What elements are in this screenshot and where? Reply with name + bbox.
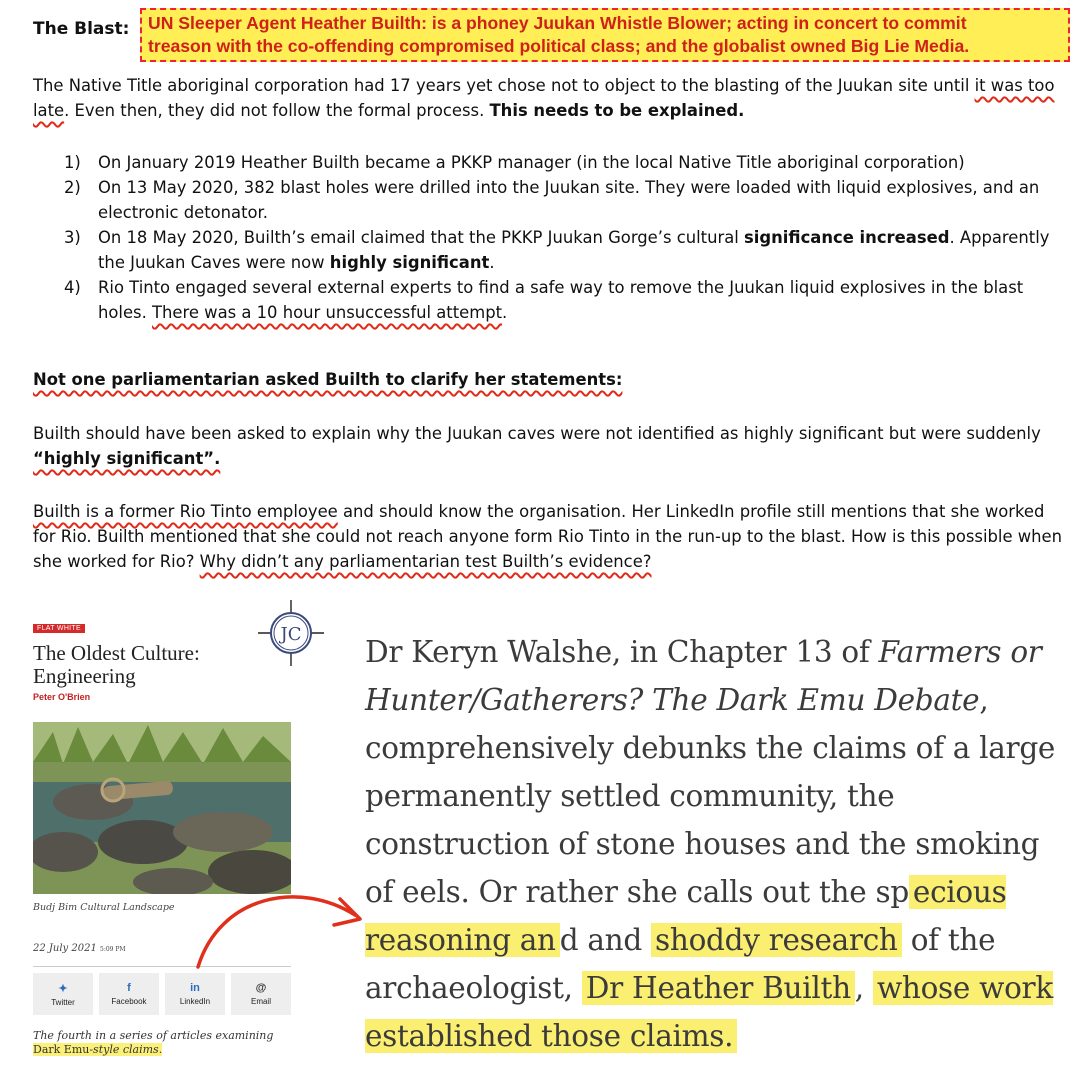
quote-book-title: Farmers or Hunter/Gatherers? The Dark Emu Debate [365, 635, 1042, 717]
numbered-list [64, 150, 1054, 325]
blast-headline-box [140, 8, 1070, 62]
intro-bold: This needs to be explained. [489, 101, 745, 120]
linkedin-icon: in [190, 982, 200, 994]
list-text: On 13 May 2020, 382 blast holes were drilled into the Juukan site. They were loaded with liquid explosives, and an electronic detonator. [98, 178, 1040, 222]
list-text: Rio Tinto engaged several external experts to find a safe way to remove the Juukan liquid explosives in the blast holes. [98, 278, 1024, 322]
share-label: Facebook [111, 997, 147, 1006]
share-label: Twitter [51, 997, 75, 1007]
category-badge[interactable]: FLAT WHITE [33, 624, 85, 633]
share-facebook-button[interactable] [99, 973, 159, 1015]
quote-text: d and [559, 923, 652, 957]
list-number: 4) [64, 278, 81, 297]
share-label: LinkedIn [179, 997, 211, 1006]
quote-highlight: Dr Heather Builth [582, 971, 855, 1005]
quote-highlight: ecious reasoning an [365, 875, 1007, 957]
quote-text: Dr Keryn Walshe, in Chapter 13 of [365, 635, 879, 669]
para2-text: Builth should have been asked to explain why the Juukan caves were not identified as highly significant but were suddenly [33, 424, 1041, 443]
para3-underlined-2: Why didn’t any parliamentarian test Builth’s evidence? [199, 552, 652, 571]
share-buttons [33, 973, 291, 1015]
list-text: . Apparently the Juukan Caves were now [98, 228, 1050, 272]
jc-crosshair-logo [256, 598, 326, 668]
photo-caption: Budj Bim Cultural Landscape [33, 902, 175, 913]
list-item [64, 225, 1054, 275]
paragraph-3 [33, 499, 1063, 574]
list-item [64, 175, 1054, 225]
logo-letters: JC [280, 624, 302, 645]
intro-text-2: . Even then, they did not follow the formal process. [64, 101, 490, 120]
subheading: Not one parliamentarian asked Builth to clarify her statements: [33, 370, 623, 389]
list-text: . [489, 253, 495, 272]
quote-highlight: shoddy research [651, 923, 902, 957]
intro-underlined: it was too late [33, 76, 1055, 120]
intro-text: The Native Title aboriginal corporation had 17 years yet chose not to object to the blasting of the Juukan site until [33, 76, 975, 95]
footer-highlight [33, 1043, 162, 1056]
para3-underlined: Builth is a former Rio Tinto employee [33, 502, 338, 521]
para3-text: and should know the organisation. Her LinkedIn profile still mentions that she worked for Rio. Builth mentioned that she could not reach anyone form Rio Tinto in the run-up to the blast. How is this possible when she worked for Rio? [33, 502, 1063, 571]
list-text: On January 2019 Heather Builth became a PKKP manager (in the local Native Title aboriginal corporation) [98, 153, 965, 172]
email-icon: @ [255, 982, 267, 994]
twitter-icon: ✦ [58, 982, 68, 995]
list-text: . [502, 303, 508, 322]
list-text: On 18 May 2020, Builth’s email claimed that the PKKP Juukan Gorge’s cultural [98, 228, 745, 247]
list-item [64, 150, 1054, 175]
footer-dark-emu: Dark Emu [33, 1043, 90, 1056]
time-text: 5:09 PM [100, 946, 126, 953]
share-twitter-button[interactable] [33, 973, 93, 1015]
date-text: 22 July 2021 [33, 943, 97, 954]
list-bold: significance increased [744, 228, 950, 247]
para2-bold: “highly significant”. [33, 449, 221, 468]
list-bold: highly significant [329, 253, 490, 272]
quote-text: , comprehensively debunks the claims of a large permanently settled community, the construction of stone houses and the smoking of eels. Or rather she calls out the sp [365, 683, 1056, 909]
list-item [64, 275, 1054, 325]
blast-headline-line2: treason with the co-offending compromised political class; and the globalist owned Big Lie Media. [148, 36, 970, 56]
paragraph-2 [33, 421, 1063, 471]
red-arrow-icon [190, 875, 380, 975]
quote-highlight: whose work established those claims. [365, 971, 1053, 1053]
article-footer-note [33, 1029, 291, 1057]
list-number: 2) [64, 178, 81, 197]
footer-text: The fourth in a series of articles examining [33, 1029, 274, 1042]
article-photo [33, 722, 291, 894]
blast-headline-line1: UN Sleeper Agent Heather Builth: is a phoney Juukan Whistle Blower; acting in concert to commit [148, 13, 967, 33]
article-title[interactable]: The Oldest Culture: Engineering [33, 641, 200, 688]
article-author[interactable]: Peter O'Brien [33, 692, 91, 702]
article-card [33, 615, 291, 1075]
footer-text-2: -style claims. [89, 1043, 163, 1056]
share-label: Email [250, 997, 271, 1006]
landscape-image [33, 722, 291, 894]
quote-text: , [854, 971, 873, 1005]
intro-paragraph [33, 73, 1063, 123]
quote-text: of the archaeologist, [365, 923, 996, 1005]
list-number: 1) [64, 153, 81, 172]
list-underlined: There was a 10 hour unsuccessful attempt [152, 303, 503, 322]
facebook-icon: f [127, 982, 131, 994]
list-number: 3) [64, 228, 81, 247]
share-linkedin-button[interactable] [165, 973, 225, 1015]
blast-label: The Blast: [33, 19, 130, 39]
share-email-button[interactable] [231, 973, 291, 1015]
quote-paragraph [365, 628, 1065, 1060]
